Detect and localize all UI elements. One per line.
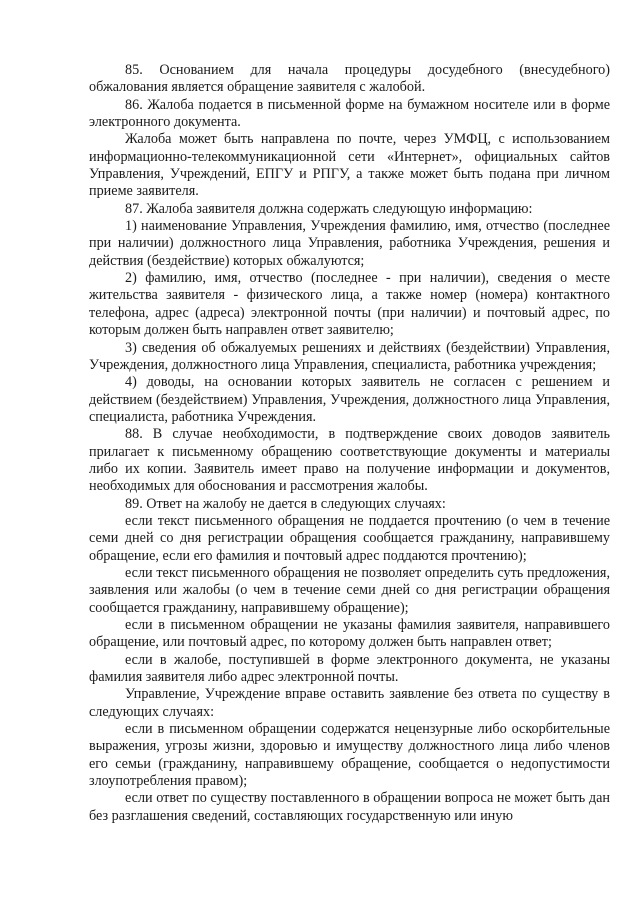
case-no-name-or-address: если в письменном обращении не указаны фамилия заявителя, направившего обращение, или почтовый адрес, по которому должен быть направлен ответ; [89,617,610,651]
paragraph-89: 89. Ответ на жалобу не дается в следующих случаях: [125,495,446,512]
case-state-secret: если ответ по существу поставленного в обращении вопроса не может быть дан без разглашения сведений, составляющих государственную или иную [89,790,610,824]
case-unclear-essence: если текст письменного обращения не позволяет определить суть предложения, заявления или жалобы (о чем в течение семи дней со дня регистрации обращения сообщается гражданину, направившему обращение); [89,564,610,616]
paragraph-88: 88. В случае необходимости, в подтверждение своих доводов заявитель прилагает к письменному обращению соответствующие документы и материалы либо их копии. Заявитель имеет право на получение информации и документов, необходимых для обоснования и рассмотрения жалобы. [89,426,610,495]
case-electronic-no-name: если в жалобе, поступившей в форме электронного документа, не указаны фамилия заявителя либо адрес электронной почты. [89,651,610,686]
list-item-87-4: 4) доводы, на основании которых заявитель не согласен с решением и действием (бездействием) Управления, Учреждения, должностного лица Управления, специалиста, работника Учреждения. [89,374,610,425]
paragraph-right-to-leave-unanswered: Управление, Учреждение вправе оставить заявление без ответа по существу в следующих случаях: [89,686,610,720]
list-item-87-2: 2) фамилию, имя, отчество (последнее - при наличии), сведения о месте жительства заявителя - физического лица, а также номер (номера) контактного телефона, адрес (адреса) электронной почты (при наличии) и почтовый адрес, по которым должен быть направлен ответ заявителю; [89,270,610,339]
paragraph-87: 87. Жалоба заявителя должна содержать следующую информацию: [125,200,533,217]
document-body [89,62,610,825]
case-offensive-language: если в письменном обращении содержатся нецензурные либо оскорбительные выражения, угрозы жизни, здоровью и имуществу должностного лица либо членов его семьи (гражданину, направившему обращение, сообщается о недопустимости злоупотребления правом); [89,721,610,790]
paragraph-86: 86. Жалоба подается в письменной форме на бумажном носителе или в форме электронного документа. [89,96,610,131]
list-item-87-1: 1) наименование Управления, Учреждения фамилию, имя, отчество (последнее при наличии) должностного лица Управления, работника Учреждения, решения и действия (бездействие) которых обжалуются; [89,218,610,269]
case-illegible-text: если текст письменного обращения не поддается прочтению (о чем в течение семи дней со дня регистрации обращения сообщается гражданину, направившему обращение, если его фамилия и почтовый адрес поддаются прочтению); [89,512,610,564]
paragraph-85: 85. Основанием для начала процедуры досудебного (внесудебного) обжалования является обращение заявителя с жалобой. [89,62,610,96]
list-item-87-3: 3) сведения об обжалуемых решениях и действиях (бездействии) Управления, Учреждения, должностного лица Управления, специалиста, работника учреждения; [89,339,610,373]
paragraph-complaint-channels: Жалоба может быть направлена по почте, через УМФЦ, с использованием информационно-телекоммуникационной сети «Интернет», официальных сайтов Управления, Учреждений, ЕПГУ и РПГУ, а также может быть подана при личном приеме заявителя. [89,131,610,200]
